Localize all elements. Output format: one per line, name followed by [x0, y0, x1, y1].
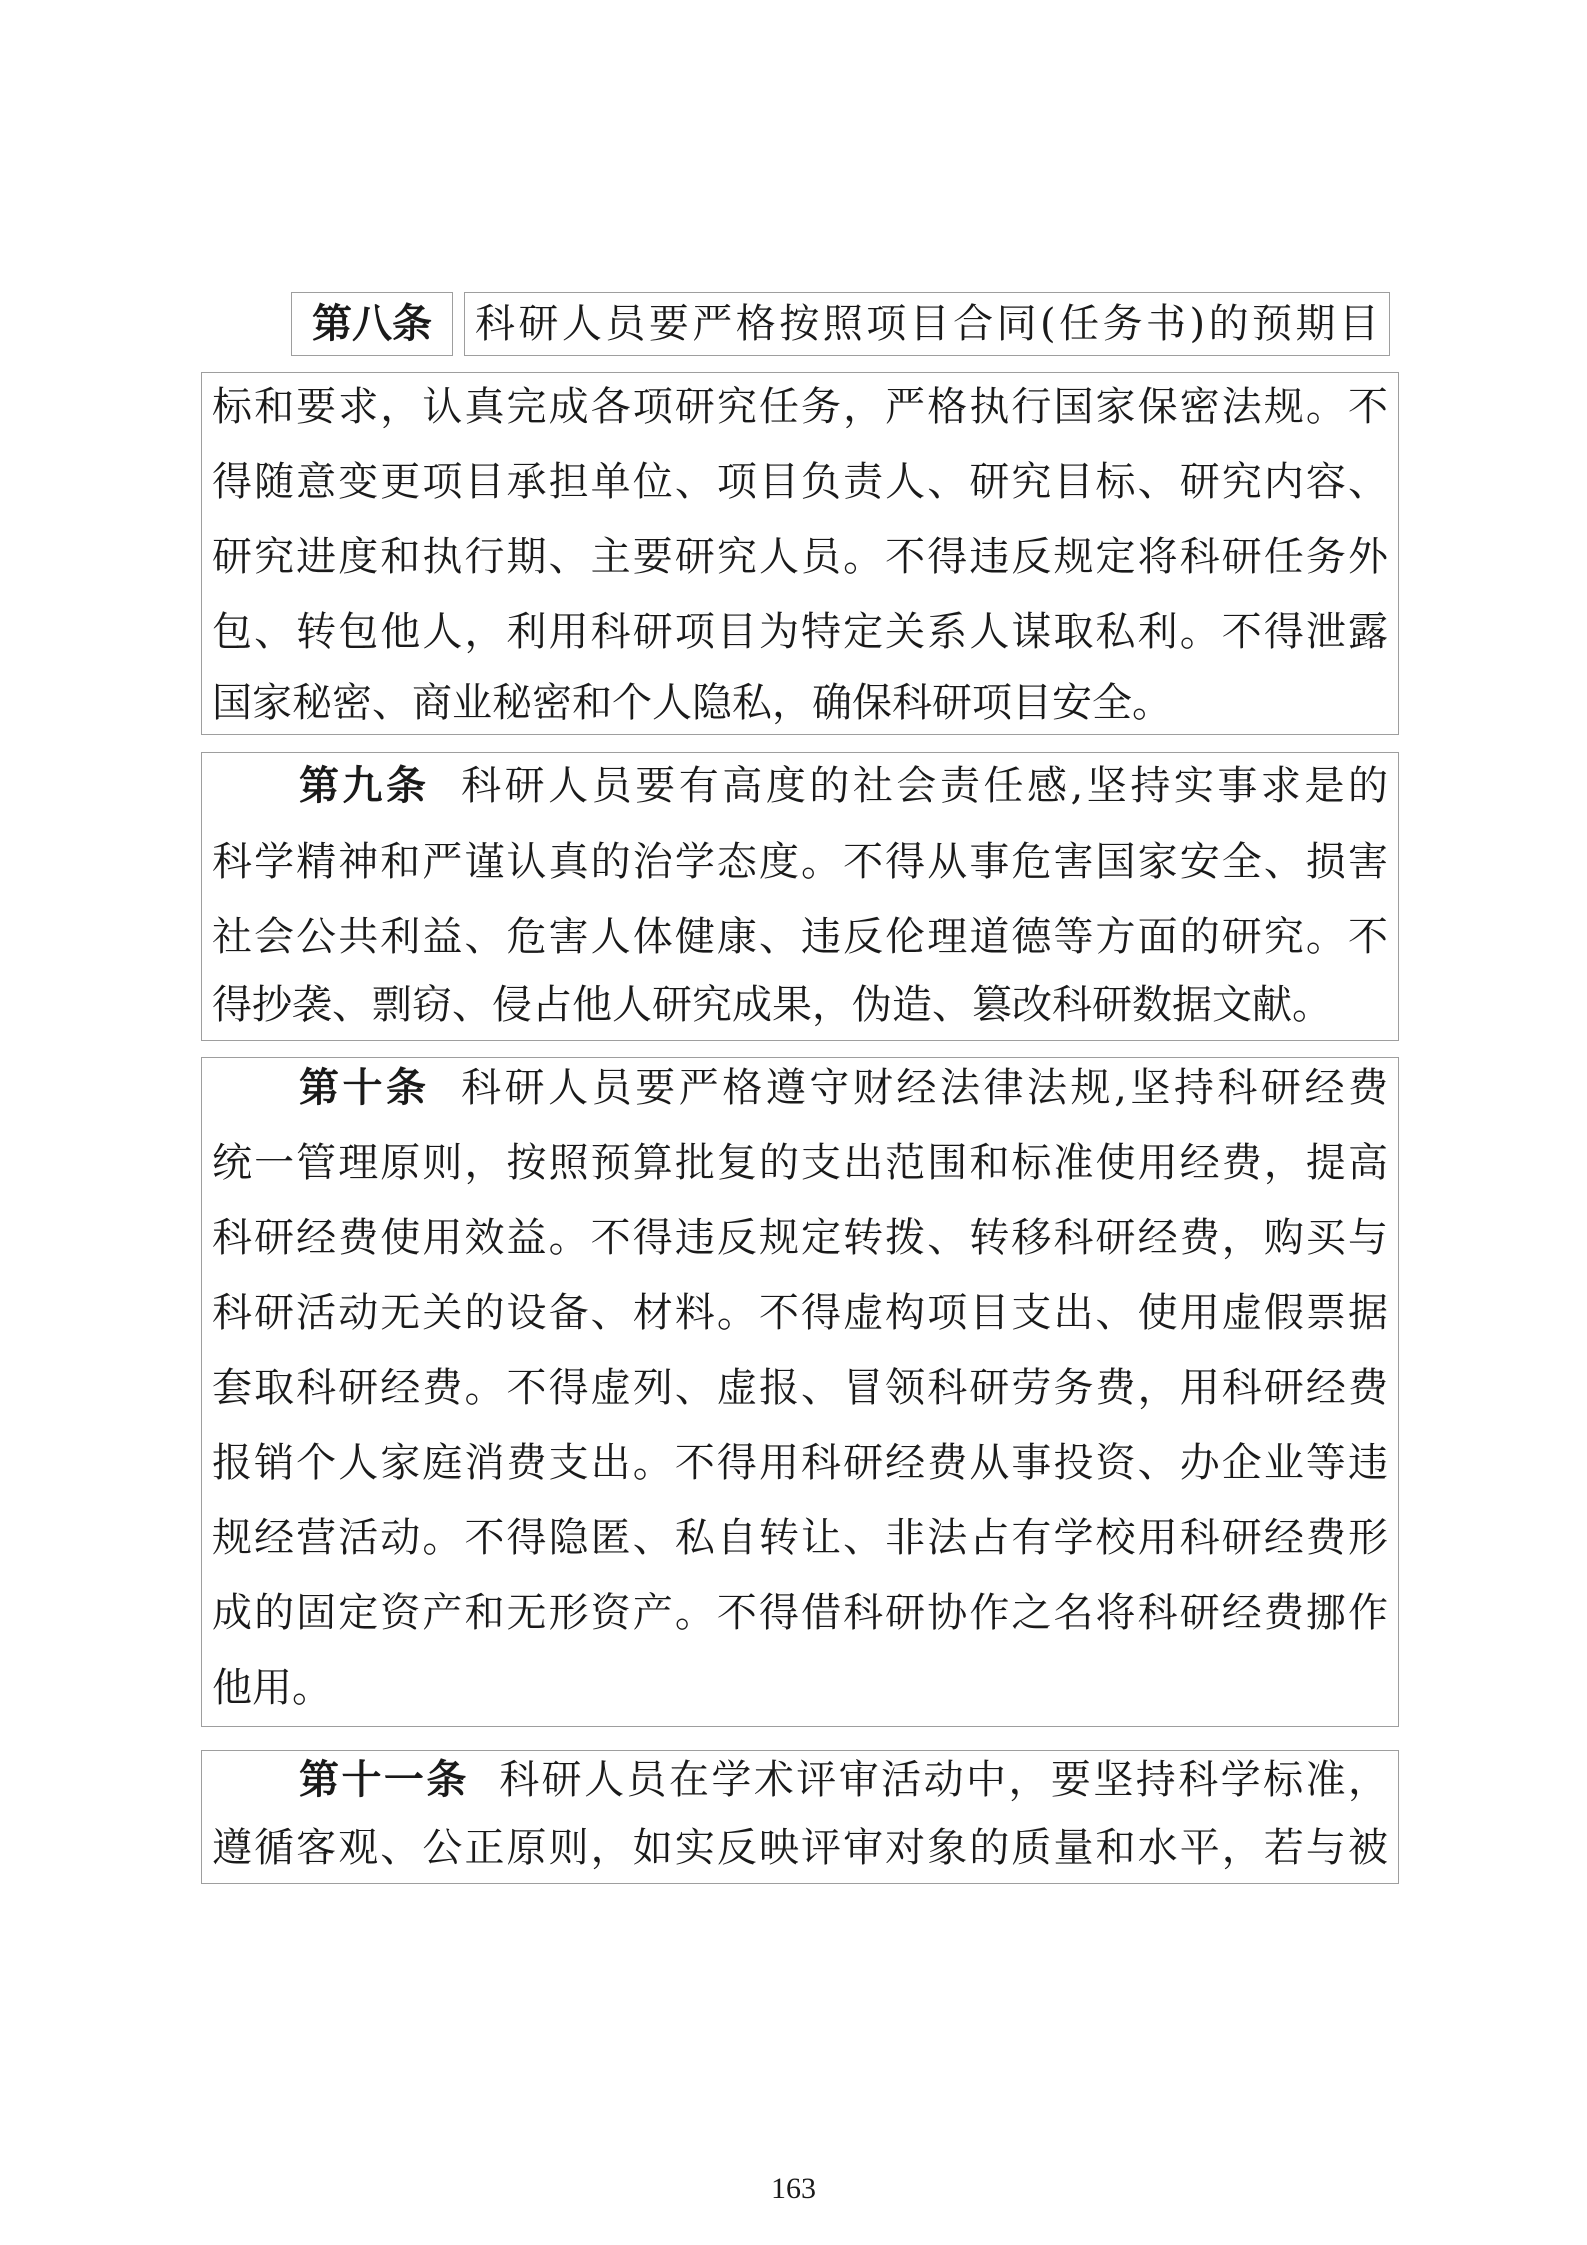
article8-line-4: 研究进度和执行期、主要研究人员。不得违反规定将科研任务外 [212, 534, 1388, 580]
article8-line-2: 标和要求，认真完成各项研究任务，严格执行国家保密法规。不 [212, 384, 1388, 430]
article9-line-2: 科学精神和严谨认真的治学态度。不得从事危害国家安全、损害 [212, 839, 1388, 885]
article10-line-8: 成的固定资产和无形资产。不得借科研协作之名将科研经费挪作 [212, 1590, 1388, 1636]
article10-box [201, 1057, 1399, 1727]
article9-line-4: 得抄袭、剽窃、侵占他人研究成果，伪造、篡改科研数据文献。 [212, 982, 1332, 1028]
article11-line-1 [299, 1741, 1388, 1819]
article10-line-1 [299, 1049, 1388, 1127]
article8-line-1: 科研人员要严格按照项目合同(任务书)的预期目 [475, 301, 1379, 347]
article11-box [201, 1750, 1399, 1884]
article8-line-5: 包、转包他人，利用科研项目为特定关系人谋取私利。不得泄露 [212, 609, 1388, 655]
article10-line-3: 科研经费使用效益。不得违反规定转拨、转移科研经费，购买与 [212, 1215, 1388, 1261]
article8-line-3: 得随意变更项目承担单位、项目负责人、研究目标、研究内容、 [212, 459, 1388, 505]
article10-line-1-text: 科研人员要严格遵守财经法律法规,坚持科研经费 [457, 1065, 1388, 1111]
article10-line-6: 报销个人家庭消费支出。不得用科研经费从事投资、办企业等违 [212, 1440, 1388, 1486]
article10-line-2: 统一管理原则，按照预算批复的支出范围和标准使用经费，提高 [212, 1140, 1388, 1186]
article10-line-7: 规经营活动。不得隐匿、私自转让、非法占有学校用科研经费形 [212, 1515, 1388, 1561]
article9-line-3: 社会公共利益、危害人体健康、违反伦理道德等方面的研究。不 [212, 914, 1388, 960]
article10-line-9: 他用。 [212, 1665, 332, 1711]
article9-label: 第九条 [299, 762, 430, 809]
article8-first-line-box [464, 292, 1390, 356]
article8-label: 第八条 [312, 300, 432, 347]
article10-line-4: 科研活动无关的设备、材料。不得虚构项目支出、使用虚假票据 [212, 1290, 1388, 1336]
article8-label-box [291, 292, 453, 356]
article11-line-1-text: 科研人员在学术评审活动中，要坚持科学标准， [496, 1757, 1388, 1803]
article8-body-box [201, 372, 1399, 735]
article10-label: 第十条 [299, 1064, 430, 1111]
article8-line-6: 国家秘密、商业秘密和个人隐私，确保科研项目安全。 [212, 680, 1172, 726]
article11-line-2: 遵循客观、公正原则，如实反映评审对象的质量和水平，若与被 [212, 1825, 1388, 1871]
article9-line-1-text: 科研人员要有高度的社会责任感,坚持实事求是的 [457, 763, 1388, 809]
article9-box [201, 752, 1399, 1041]
article10-line-5: 套取科研经费。不得虚列、虚报、冒领科研劳务费，用科研经费 [212, 1365, 1388, 1411]
article9-line-1 [299, 747, 1388, 825]
page-number: 163 [771, 2172, 816, 2205]
article11-label: 第十一条 [299, 1756, 469, 1803]
